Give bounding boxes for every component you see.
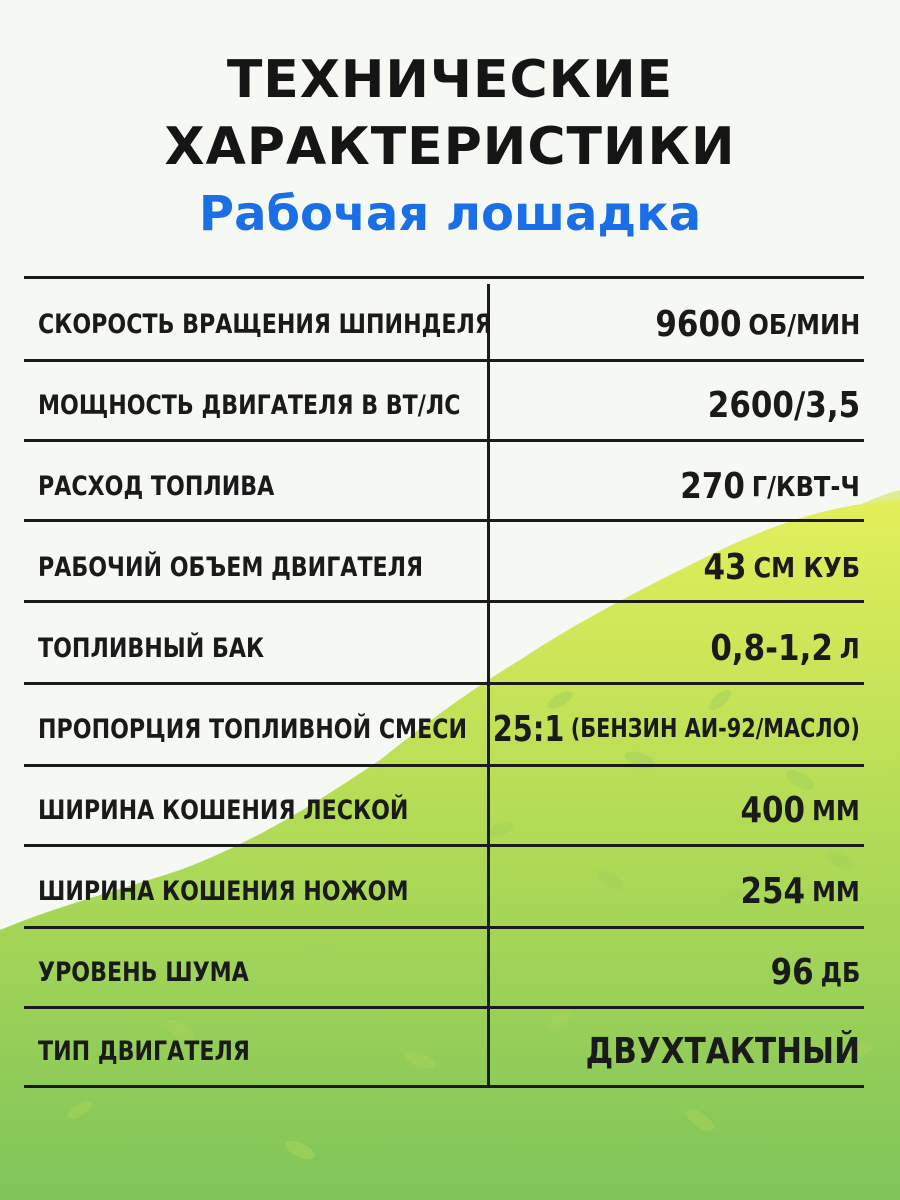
table-divider — [24, 1006, 864, 1009]
spec-row-fuel-tank — [24, 608, 864, 688]
table-divider — [24, 276, 864, 279]
spec-label: ШИРИНА КОШЕНИЯ НОЖОМ — [38, 875, 409, 907]
spec-value: 25:1 (БЕНЗИН АИ-92/МАСЛО) — [492, 708, 860, 750]
spec-value: 96 ДБ — [770, 951, 860, 993]
spec-row-noise-level — [24, 932, 864, 1012]
page-title-line1: ТЕХНИЧЕСКИЕ — [226, 50, 674, 110]
spec-row-line-cutting-width — [24, 770, 864, 850]
spec-row-displacement — [24, 527, 864, 607]
table-divider — [24, 519, 864, 522]
spec-label: ТИП ДВИГАТЕЛЯ — [38, 1035, 250, 1067]
spec-value: 0,8-1,2 Л — [710, 627, 860, 669]
spec-value: ДВУХТАКТНЫЙ — [585, 1030, 860, 1072]
table-divider — [24, 682, 864, 685]
spec-row-fuel-mix — [24, 689, 864, 769]
spec-row-spindle-speed — [24, 284, 864, 364]
spec-label: ШИРИНА КОШЕНИЯ ЛЕСКОЙ — [38, 794, 409, 826]
spec-value: 270 Г/КВТ-Ч — [680, 465, 860, 507]
spec-label: УРОВЕНЬ ШУМА — [38, 956, 249, 988]
spec-label: СКОРОСТЬ ВРАЩЕНИЯ ШПИНДЕЛЯ — [38, 308, 492, 340]
spec-row-blade-cutting-width — [24, 851, 864, 931]
spec-value: 43 СМ КУБ — [703, 546, 860, 588]
table-divider — [24, 1085, 864, 1088]
spec-label: ПРОПОРЦИЯ ТОПЛИВНОЙ СМЕСИ — [38, 713, 468, 745]
spec-row-fuel-consumption — [24, 446, 864, 526]
table-divider — [24, 764, 864, 767]
spec-value: 2600/3,5 — [707, 384, 860, 426]
spec-row-engine-power — [24, 365, 864, 445]
table-divider — [24, 844, 864, 847]
spec-label: ТОПЛИВНЫЙ БАК — [38, 632, 265, 664]
page-title-line2: ХАРАКТЕРИСТИКИ — [164, 117, 736, 177]
spec-value: 254 ММ — [740, 870, 860, 912]
table-divider — [24, 359, 864, 362]
spec-value: 9600 ОБ/МИН — [655, 303, 860, 345]
spec-label: РАСХОД ТОПЛИВА — [38, 470, 275, 502]
spec-value: 400 ММ — [740, 789, 860, 831]
spec-label: РАБОЧИЙ ОБЪЕМ ДВИГАТЕЛЯ — [38, 551, 424, 583]
spec-row-engine-type — [24, 1011, 864, 1091]
spec-label: МОЩНОСТЬ ДВИГАТЕЛЯ В ВТ/ЛС — [38, 389, 461, 421]
specs-table — [24, 276, 864, 1088]
product-subtitle: Рабочая лошадка — [198, 186, 702, 242]
table-divider — [24, 600, 864, 603]
table-divider — [24, 439, 864, 442]
table-divider — [24, 926, 864, 929]
